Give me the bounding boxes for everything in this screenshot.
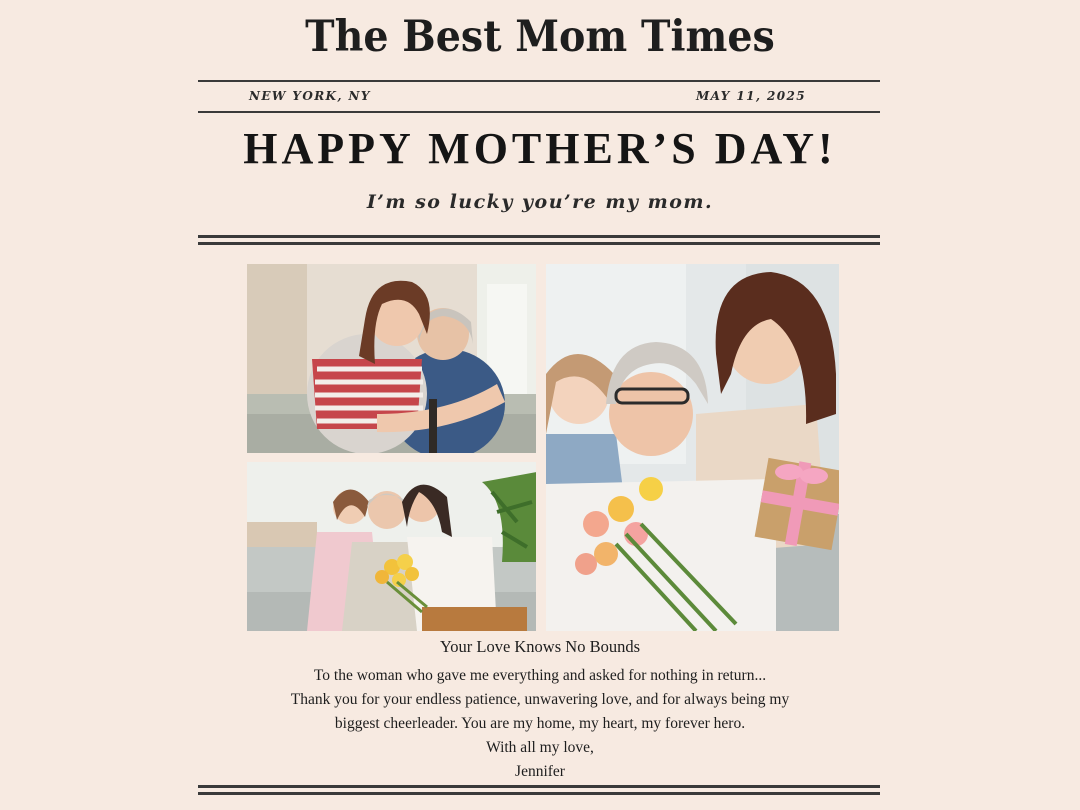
photo-three-generations-sofa-flowers <box>247 462 536 631</box>
letter-line: biggest cheerleader. You are my home, my heart, my forever hero. <box>334 715 746 732</box>
headline: HAPPY MOTHER’S DAY! <box>243 124 837 173</box>
double-rule-top-a <box>198 235 880 238</box>
photo-woman-hugging-grandmother <box>247 264 536 453</box>
newspaper-masthead: The Best Mom Times <box>305 12 775 62</box>
letter-title: Your Love Knows No Bounds <box>439 637 640 656</box>
subheadline: I’m so lucky you’re my mom. <box>366 191 714 213</box>
letter-line: To the woman who gave me everything and asked for nothing in return... <box>313 667 767 684</box>
double-rule-bottom-a <box>198 785 880 788</box>
dateline-date: MAY 11, 2025 <box>696 89 806 103</box>
double-rule-top-b <box>198 242 880 245</box>
photo-family-with-gift-and-flowers <box>546 264 839 631</box>
letter-closing: With all my love, <box>486 739 594 756</box>
divider-top <box>198 80 880 82</box>
dateline-location: NEW YORK, NY <box>249 89 371 103</box>
letter-signature: Jennifer <box>515 763 565 780</box>
letter-body <box>0 664 1080 784</box>
double-rule-bottom-b <box>198 792 880 795</box>
letter-line: Thank you for your endless patience, unwavering love, and for always being my <box>290 691 790 708</box>
divider-below-dateline <box>198 111 880 113</box>
